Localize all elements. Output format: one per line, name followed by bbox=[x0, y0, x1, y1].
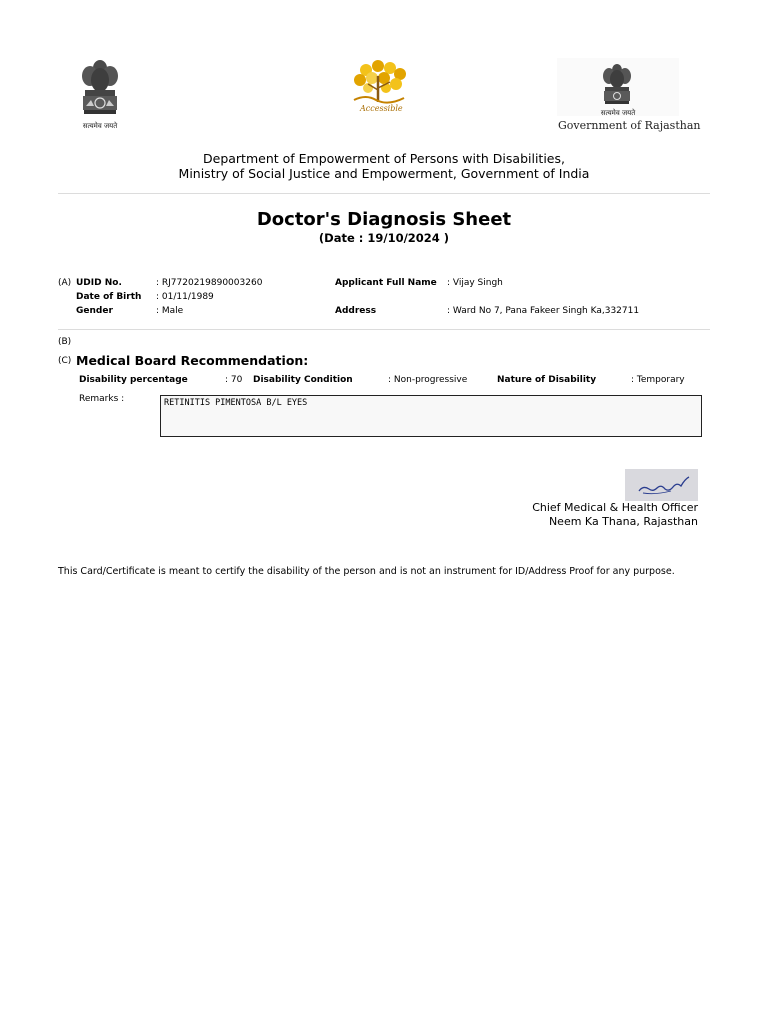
remarks-box bbox=[160, 395, 702, 437]
section-c-marker: (C) bbox=[58, 356, 72, 366]
gender-value: : Male bbox=[156, 306, 184, 316]
disability-percentage-value: : 70 bbox=[225, 375, 243, 385]
nature-of-disability-value: : Temporary bbox=[631, 375, 685, 385]
national-emblem-left bbox=[76, 58, 124, 134]
section-a-divider bbox=[58, 329, 710, 330]
document-date: (Date : 19/10/2024 ) bbox=[318, 231, 450, 245]
officer-designation: Chief Medical & Health Officer bbox=[532, 501, 698, 514]
disability-condition-label: Disability Condition bbox=[253, 375, 353, 385]
udid-value: : RJ7720219890003260 bbox=[156, 278, 263, 288]
nature-of-disability-label: Nature of Disability bbox=[497, 375, 597, 385]
accessible-logo bbox=[346, 58, 418, 120]
remarks-value: RETINITIS PIMENTOSA B/L EYES bbox=[164, 398, 308, 408]
address-value: : Ward No 7, Pana Fakeer Singh Ka,332711 bbox=[447, 306, 640, 316]
rajasthan-emblem bbox=[557, 58, 701, 134]
disability-condition-value: : Non-progressive bbox=[388, 375, 468, 385]
medical-board-title: Medical Board Recommendation: bbox=[76, 353, 309, 368]
applicant-name-label: Applicant Full Name bbox=[335, 278, 437, 288]
ashoka-lion-icon-right bbox=[599, 62, 635, 108]
address-label: Address bbox=[335, 306, 377, 316]
department-line-1: Department of Empowerment of Persons with Disabilities, bbox=[203, 151, 565, 166]
dob-value: : 01/11/1989 bbox=[156, 292, 214, 302]
disability-percentage-label: Disability percentage bbox=[79, 375, 188, 385]
section-b-marker: (B) bbox=[58, 337, 72, 347]
signature-icon bbox=[625, 469, 698, 501]
udid-label: UDID No. bbox=[76, 278, 122, 288]
disclaimer-text: This Card/Certificate is meant to certify the disability of the person and is not an instrument for ID/Address Proof for any purpose. bbox=[58, 566, 675, 577]
gender-label: Gender bbox=[76, 306, 113, 316]
signature-image bbox=[625, 469, 698, 501]
dob-label: Date of Birth bbox=[76, 292, 142, 302]
accessible-logo-text: Accessible bbox=[360, 104, 403, 113]
department-line-2: Ministry of Social Justice and Empowerment, Government of India bbox=[178, 166, 590, 181]
remarks-label: Remarks : bbox=[79, 394, 125, 404]
ashoka-lion-icon bbox=[76, 58, 124, 120]
officer-location: Neem Ka Thana, Rajasthan bbox=[548, 515, 698, 528]
government-of-rajasthan-label: Government of Rajasthan bbox=[558, 119, 701, 132]
applicant-name-value: : Vijay Singh bbox=[447, 278, 503, 288]
header-divider bbox=[58, 193, 710, 194]
page-title: Doctor's Diagnosis Sheet bbox=[256, 209, 512, 230]
emblem-motto-left: सत्यमेव जयते bbox=[82, 122, 118, 130]
section-a-marker: (A) bbox=[58, 278, 72, 288]
emblem-motto-right: सत्यमेव जयते bbox=[600, 109, 636, 117]
